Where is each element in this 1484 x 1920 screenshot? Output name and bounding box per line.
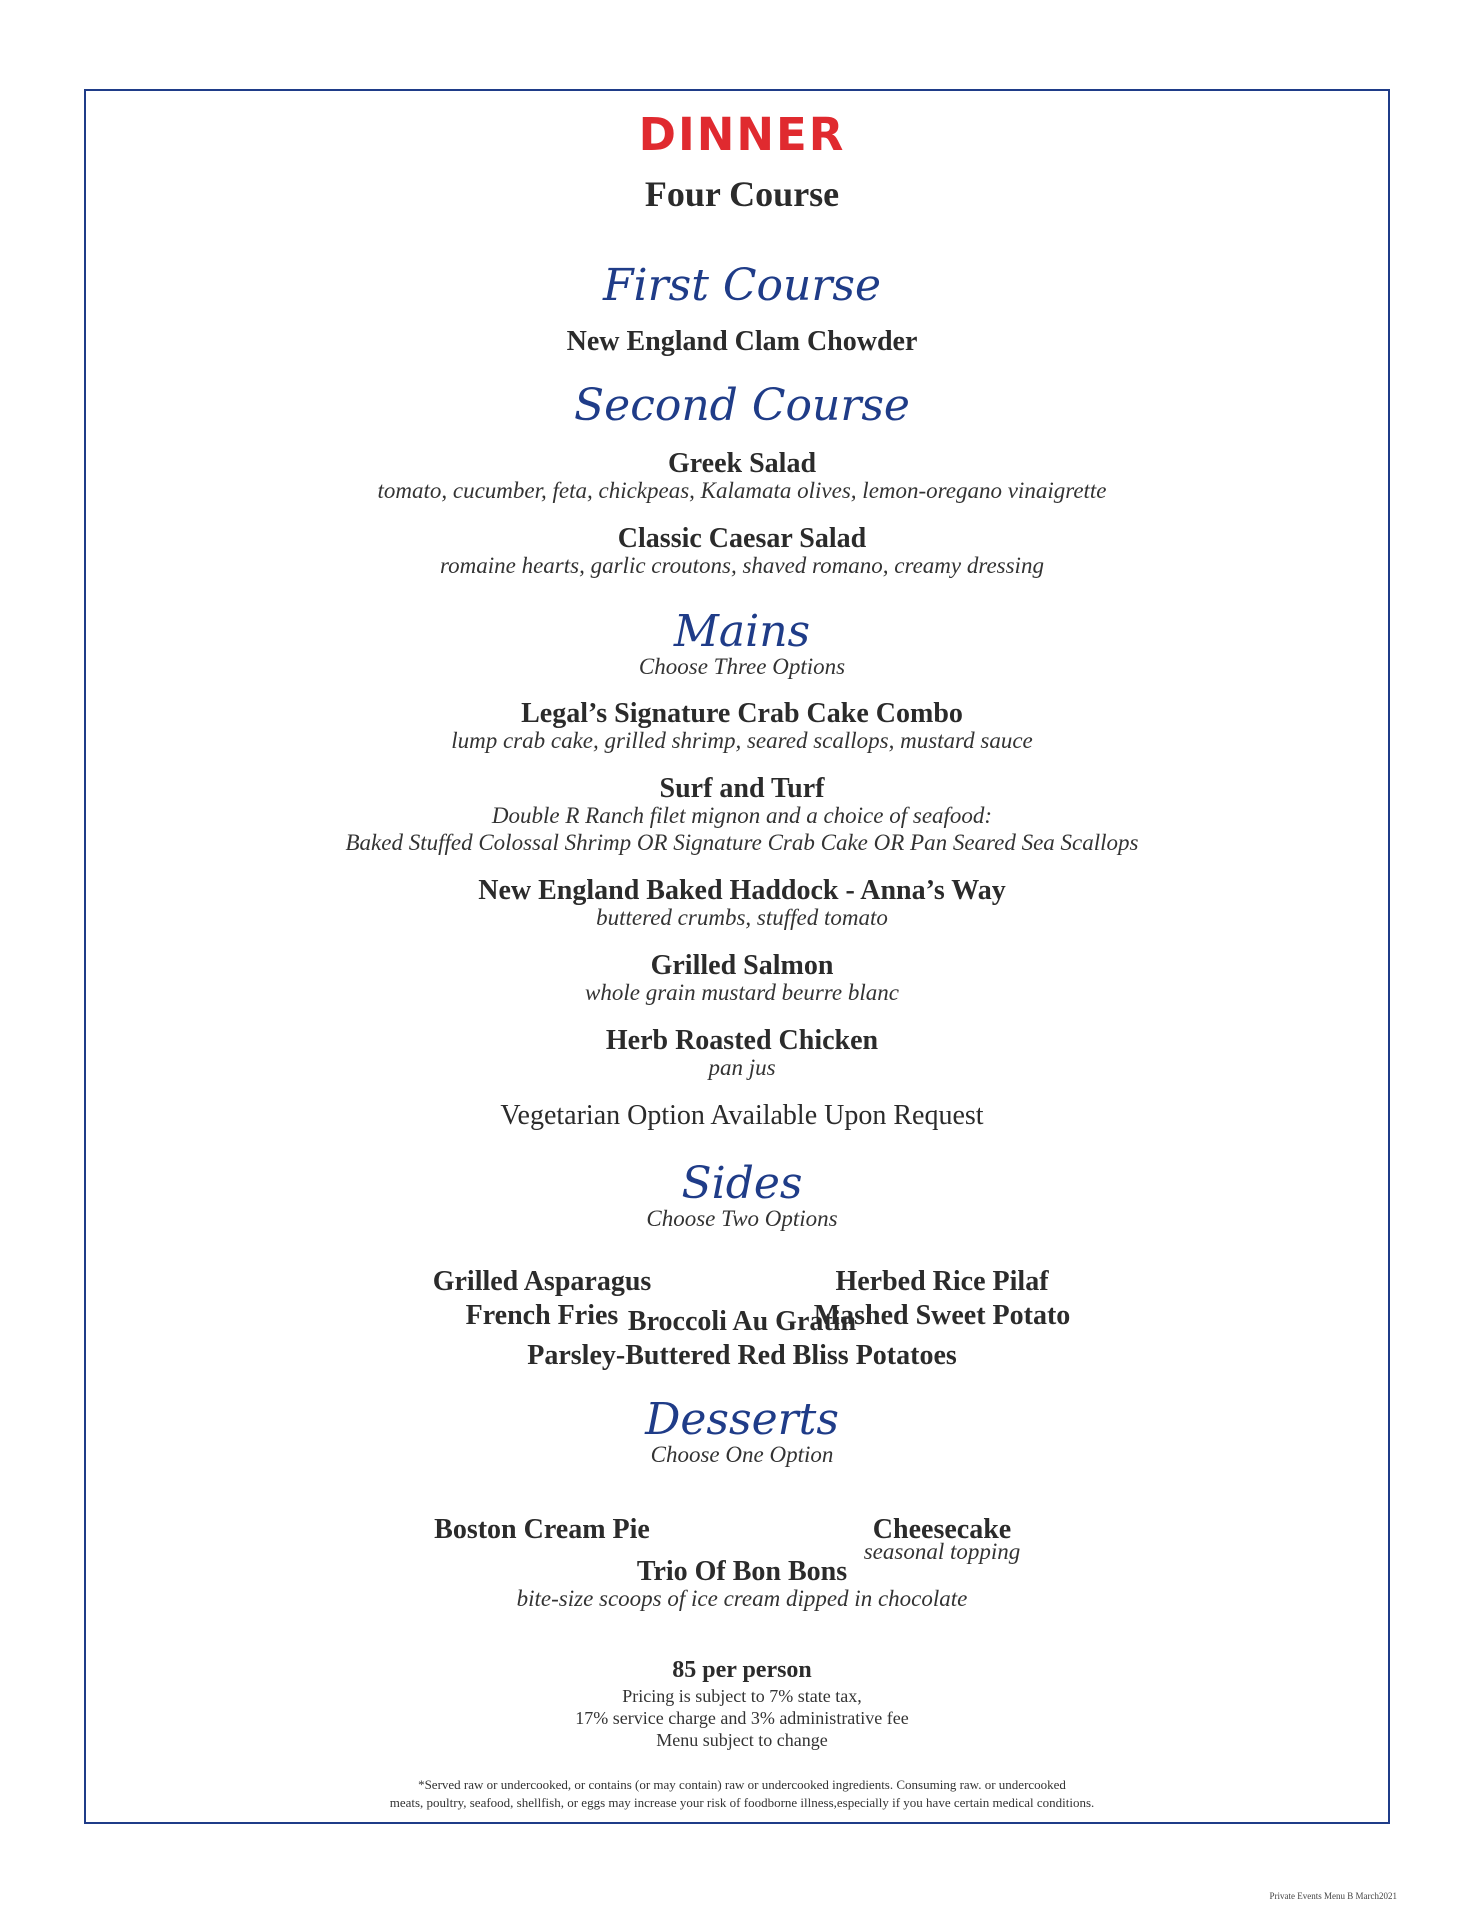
main-item-1-name: Legal’s Signature Crab Cake Combo: [521, 698, 963, 729]
dessert-item-3-name: Trio Of Bon Bons: [636, 1556, 848, 1587]
second-course-heading: Second Course: [574, 380, 910, 431]
price: 85 per person: [672, 1657, 812, 1683]
menu-subtitle: Four Course: [644, 174, 840, 214]
dessert-item-2-name: Cheesecake: [872, 1514, 1012, 1545]
sides-heading: Sides: [681, 1158, 803, 1209]
desserts-note: Choose One Option: [650, 1442, 834, 1467]
dessert-item-2-desc: seasonal topping: [863, 1539, 1021, 1564]
sides-note: Choose Two Options: [646, 1206, 838, 1231]
side-item-2: Herbed Rice Pilaf: [835, 1266, 1049, 1297]
greek-salad-desc: tomato, cucumber, feta, chickpeas, Kalamata olives, lemon-oregano vinaigrette: [377, 478, 1107, 503]
caesar-salad-name: Classic Caesar Salad: [617, 523, 867, 554]
main-item-2-name: Surf and Turf: [659, 773, 825, 804]
main-item-5-name: Herb Roasted Chicken: [605, 1025, 879, 1056]
side-item-5: Broccoli Au Gratin: [627, 1306, 857, 1337]
disclaimer-line-1: *Served raw or undercooked, or contains (or may contain) raw or undercooked ingredients. Consuming raw. or undercooked: [418, 1777, 1066, 1792]
pricing-line-1: Pricing is subject to 7% state tax,: [622, 1686, 862, 1706]
disclaimer-line-2: meats, poultry, seafood, shellfish, or eggs may increase your risk of foodborne illness,especially if you have certain medical conditions.: [389, 1795, 1095, 1810]
main-item-4-desc: whole grain mustard beurre blanc: [585, 980, 899, 1005]
side-item-6: Parsley-Buttered Red Bliss Potatoes: [527, 1340, 957, 1371]
greek-salad-name: Greek Salad: [667, 448, 817, 479]
main-item-3-name: New England Baked Haddock - Anna’s Way: [478, 875, 1006, 906]
menu-title: DINNER: [638, 108, 846, 161]
pricing-line-3: Menu subject to change: [656, 1730, 828, 1750]
first-course-item: New England Clam Chowder: [566, 326, 918, 357]
main-item-2-desc: Double R Ranch filet mignon and a choice of seafood:: [491, 803, 993, 828]
side-item-4: Mashed Sweet Potato: [813, 1300, 1071, 1331]
main-item-3-desc: buttered crumbs, stuffed tomato: [596, 905, 888, 930]
mains-note: Choose Three Options: [638, 654, 846, 679]
main-item-5-desc: pan jus: [708, 1055, 776, 1080]
dessert-item-1-name: Boston Cream Pie: [434, 1514, 650, 1545]
pricing-line-2: 17% service charge and 3% administrative fee: [575, 1708, 909, 1728]
mains-heading: Mains: [673, 606, 811, 657]
first-course-heading: First Course: [602, 260, 882, 311]
vegetarian-note: Vegetarian Option Available Upon Request: [500, 1100, 984, 1131]
side-item-3: French Fries: [465, 1300, 619, 1331]
main-item-2-desc-line2: Baked Stuffed Colossal Shrimp OR Signature Crab Cake OR Pan Seared Sea Scallops: [345, 830, 1139, 855]
main-item-4-name: Grilled Salmon: [650, 950, 834, 981]
side-item-1: Grilled Asparagus: [432, 1266, 652, 1297]
dessert-item-3-desc: bite-size scoops of ice cream dipped in chocolate: [516, 1586, 968, 1611]
caesar-salad-desc: romaine hearts, garlic croutons, shaved romano, creamy dressing: [440, 553, 1044, 578]
desserts-heading: Desserts: [645, 1394, 839, 1445]
main-item-1-desc: lump crab cake, grilled shrimp, seared scallops, mustard sauce: [451, 728, 1033, 753]
footer-label: Private Events Menu B March2021: [1269, 1891, 1397, 1901]
